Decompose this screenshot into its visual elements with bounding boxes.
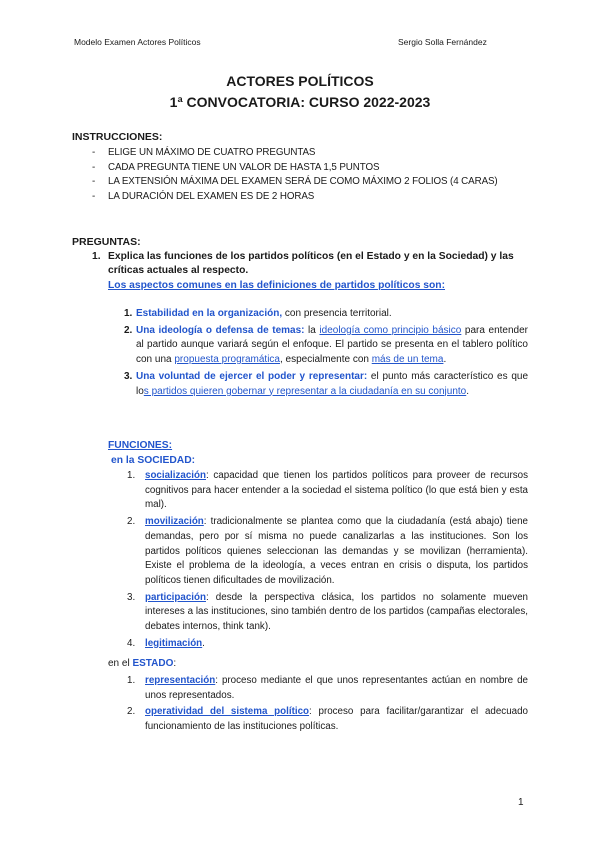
society-function-item xyxy=(124,637,528,652)
item-title: Una voluntad de ejercer el poder y representar: xyxy=(136,370,368,382)
society-function-item xyxy=(124,515,528,589)
state-function-item xyxy=(124,705,528,734)
common-aspects-heading: Los aspectos comunes en las definiciones de partidos políticos son: xyxy=(108,280,446,291)
instructions-list xyxy=(92,147,532,205)
function-keyword: representación xyxy=(145,675,216,686)
function-text: : tradicionalmente se plantea como que la ciudadanía (está abajo) tiene demandas, pero por sí misma no puede canalizarlas a las instituciones. Son los partidos políticos quienes seleccionan las demandas y se movilizan (herramienta). Existe el problema de la ideología, a veces entran en crisis o disputa, los partidos políticos tienen dificultades de movilización. xyxy=(145,516,528,586)
questions-heading: PREGUNTAS: xyxy=(72,236,141,248)
item-number: 2. xyxy=(127,516,136,528)
function-text: : proceso para facilitar/garantizar el adecuado funcionamiento de las instituciones políticas. xyxy=(145,706,528,733)
instructions-heading: INSTRUCCIONES: xyxy=(72,131,163,143)
header-right: Sergio Solla Fernández xyxy=(398,37,487,47)
society-heading: en la SOCIEDAD: xyxy=(111,455,196,466)
item-number: 1. xyxy=(127,470,136,481)
highlight-link: propuesta programática xyxy=(174,354,280,366)
function-text: . xyxy=(202,637,205,649)
state-heading: en el ESTADO: xyxy=(108,658,177,669)
item-number: 3. xyxy=(124,370,133,382)
functions-heading: FUNCIONES: xyxy=(108,440,173,451)
item-number: 4. xyxy=(127,637,136,649)
society-function-item xyxy=(124,469,528,513)
state-word: ESTADO xyxy=(132,658,174,669)
function-keyword: participación xyxy=(145,591,206,603)
function-text: : desde la perspectiva clásica, los partidos no solamente mueven intereses a las instituciones, sino también dentro de los partidos (campañas electorales, debates internos, think tank). xyxy=(145,591,528,633)
highlight-link: más de un tema xyxy=(371,354,444,366)
item-title: Una ideología o defensa de temas: xyxy=(136,324,305,336)
highlight-link: s partidos quieren gobernar y representar a la ciudadanía en su conjunto xyxy=(143,385,467,397)
instruction-item: - ELIGE UN MÁXIMO DE CUATRO PREGUNTAS xyxy=(92,147,532,160)
highlight-link: ideología como principio básico xyxy=(319,324,462,336)
item-number: 2. xyxy=(127,706,136,718)
common-aspects-list xyxy=(108,307,528,401)
item-text: con presencia territorial. xyxy=(282,308,392,319)
item-title: Estabilidad en la organización, xyxy=(136,308,283,319)
instruction-item: - CADA PREGUNTA TIENE UN VALOR DE HASTA 1,5 PUNTOS xyxy=(92,162,532,175)
common-aspect-item: 2. Una ideología o defensa de temas: la ideología como principio básico para entender al partido aunque variará según el enfoque. El partido se presenta en el tablero político con una propuesta programática, especialmente con más de un tema. xyxy=(124,324,528,366)
function-keyword: legitimación xyxy=(145,637,203,649)
function-text: : capacidad que tienen los partidos políticos para proveer de recursos cognitivos para hacer entender a la sociedad el sistema político (lo que está bien y esta mal). xyxy=(145,470,528,511)
item-number: 3. xyxy=(127,591,136,603)
question-text: Explica las funciones de los partidos políticos (en el Estado y en la Sociedad) y las críticas actuales al respecto. xyxy=(108,251,514,276)
function-text: : proceso mediante el que unos representantes actúan en nombre de unos representados. xyxy=(145,675,528,701)
society-functions-list xyxy=(124,469,528,653)
page-number: 1 xyxy=(518,797,524,808)
state-function-item xyxy=(124,674,528,703)
item-number: 2. xyxy=(124,324,133,336)
title-line-1: ACTORES POLÍTICOS xyxy=(226,73,374,89)
item-number: 1. xyxy=(124,308,133,319)
question-1 xyxy=(92,250,530,277)
instruction-item: - LA DURACIÓN DEL EXAMEN ES DE 2 HORAS xyxy=(92,191,532,204)
society-function-item xyxy=(124,591,528,635)
item-number: 1. xyxy=(127,675,136,686)
common-aspect-item: 3. Una voluntad de ejercer el poder y representar: el punto más característico es que los partidos quieren gobernar y representar a la ciudadanía en su conjunto. xyxy=(124,370,528,397)
function-keyword: operatividad del sistema político xyxy=(145,706,310,718)
common-aspect-item xyxy=(108,307,528,322)
header-left: Modelo Examen Actores Políticos xyxy=(74,37,201,47)
title-line-2: 1ª CONVOCATORIA: CURSO 2022-2023 xyxy=(169,94,431,110)
state-functions-list xyxy=(124,674,528,737)
function-keyword: movilización xyxy=(145,516,204,528)
function-keyword: socialización xyxy=(145,470,206,481)
instruction-item: - LA EXTENSIÓN MÁXIMA DEL EXAMEN SERÁ DE COMO MÁXIMO 2 FOLIOS (4 CARAS) xyxy=(92,176,532,189)
question-number: 1. xyxy=(92,251,101,262)
